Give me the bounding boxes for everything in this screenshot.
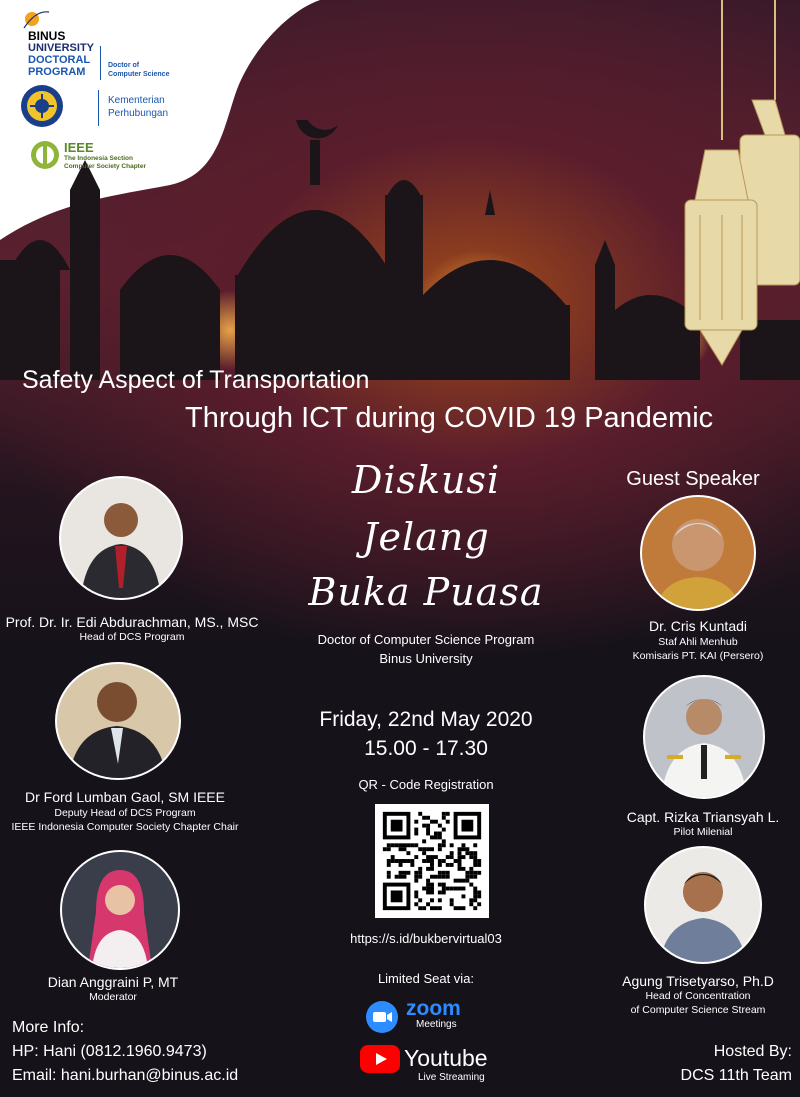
event-time: 15.00 - 17.30	[364, 737, 488, 760]
guest-speaker-heading: Guest Speaker	[626, 468, 760, 490]
youtube-sub-label: Live Streaming	[418, 1072, 485, 1083]
youtube-live-link[interactable]	[360, 1043, 510, 1087]
organizer-line-1: Doctor of Computer Science Program	[317, 632, 535, 647]
speaker-name-dian: Dian Anggraini P, MT	[47, 974, 179, 990]
speaker-name-rizka: Capt. Rizka Triansyah L.	[626, 809, 780, 825]
speaker-name-agung: Agung Trisetyarso, Ph.D	[622, 973, 774, 989]
contact-email-link[interactable]: Email: hani.burhan@binus.ac.id	[12, 1067, 239, 1084]
binus-brand-3: DOCTORAL	[28, 54, 91, 66]
kemenhub-logo	[20, 84, 200, 134]
speaker-role-cris-2: Komisaris PT. KAI (Persero)	[632, 650, 764, 662]
contact-phone[interactable]: HP: Hani (0812.1960.9473)	[12, 1043, 207, 1060]
speaker-role-ford-1: Deputy Head of DCS Program	[54, 807, 196, 819]
speaker-name-cris: Dr. Cris Kuntadi	[648, 618, 748, 634]
youtube-wordmark: Youtube	[404, 1045, 488, 1071]
speaker-photo-dian	[60, 850, 180, 970]
zoom-sub-label: Meetings	[416, 1019, 457, 1030]
kemenhub-line-1: Kementerian	[108, 95, 165, 106]
speaker-role-rizka: Pilot Milenial	[673, 826, 733, 838]
limited-seat-label: Limited Seat via:	[377, 971, 475, 986]
organizer-line-2: Binus University	[379, 651, 473, 666]
speaker-photo-edi	[59, 476, 183, 600]
event-date: Friday, 22nd May 2020	[319, 708, 533, 731]
binus-divider	[100, 46, 101, 80]
ieee-seal-icon	[30, 140, 60, 170]
hosted-by-label: Hosted By:	[713, 1043, 792, 1060]
ieee-name: IEEE	[64, 140, 94, 155]
binus-brand-2: UNIVERSITY	[28, 42, 95, 54]
speaker-photo-ford	[55, 662, 181, 780]
registration-url-link[interactable]: https://s.id/bukbervirtual03	[350, 931, 502, 946]
ieee-sub-2: Computer Society Chapter	[64, 163, 146, 170]
qr-label: QR - Code Registration	[358, 777, 494, 792]
kemenhub-seal-icon	[20, 84, 64, 128]
zoom-meetings-link[interactable]	[366, 999, 506, 1033]
speaker-name-ford: Dr Ford Lumban Gaol, SM IEEE	[25, 789, 225, 805]
more-info-heading: More Info:	[12, 1019, 85, 1036]
ieee-computer-society-logo	[30, 140, 200, 176]
event-title-line-1: Safety Aspect of Transportation	[22, 366, 370, 394]
speaker-role-edi: Head of DCS Program	[79, 631, 185, 643]
kemenhub-line-2: Perhubungan	[108, 108, 169, 119]
registration-qr-code[interactable]	[375, 804, 489, 918]
event-title-line-2: Through ICT during COVID 19 Pandemic	[185, 402, 714, 434]
speaker-role-dian: Moderator	[89, 991, 137, 1003]
speaker-photo-rizka	[643, 675, 765, 799]
zoom-wordmark: zoom	[406, 997, 461, 1020]
speaker-photo-cris	[640, 495, 756, 611]
speaker-role-agung-1: Head of Concentration	[645, 990, 751, 1002]
speaker-role-agung-2: of Computer Science Stream	[630, 1004, 766, 1016]
hosted-by-team: DCS 11th Team	[680, 1067, 792, 1084]
lantern-decoration-icon	[680, 0, 800, 370]
event-name-line-1: Diskusi	[351, 458, 501, 502]
binus-mark-icon	[22, 8, 50, 30]
binus-brand-4: PROGRAM	[28, 66, 86, 78]
binus-brand-1: BINUS	[28, 29, 66, 43]
kemenhub-divider	[98, 90, 99, 126]
event-name-line-2: Jelang	[362, 515, 490, 559]
ieee-sub-1: The Indonesia Section	[64, 155, 133, 162]
event-name-line-3: Buka Puasa	[308, 570, 544, 614]
binus-sub-1: Doctor of	[108, 62, 140, 69]
speaker-role-ford-2: IEEE Indonesia Computer Society Chapter Chair	[11, 821, 239, 833]
binus-doctoral-logo	[18, 6, 198, 78]
zoom-camera-icon	[366, 1001, 398, 1033]
speaker-name-edi: Prof. Dr. Ir. Edi Abdurachman, MS., MSC	[5, 614, 259, 630]
speaker-photo-agung	[644, 846, 762, 964]
binus-sub-2: Computer Science	[108, 71, 170, 78]
speaker-role-cris-1: Staf Ahli Menhub	[658, 636, 738, 648]
youtube-play-icon	[360, 1045, 400, 1073]
